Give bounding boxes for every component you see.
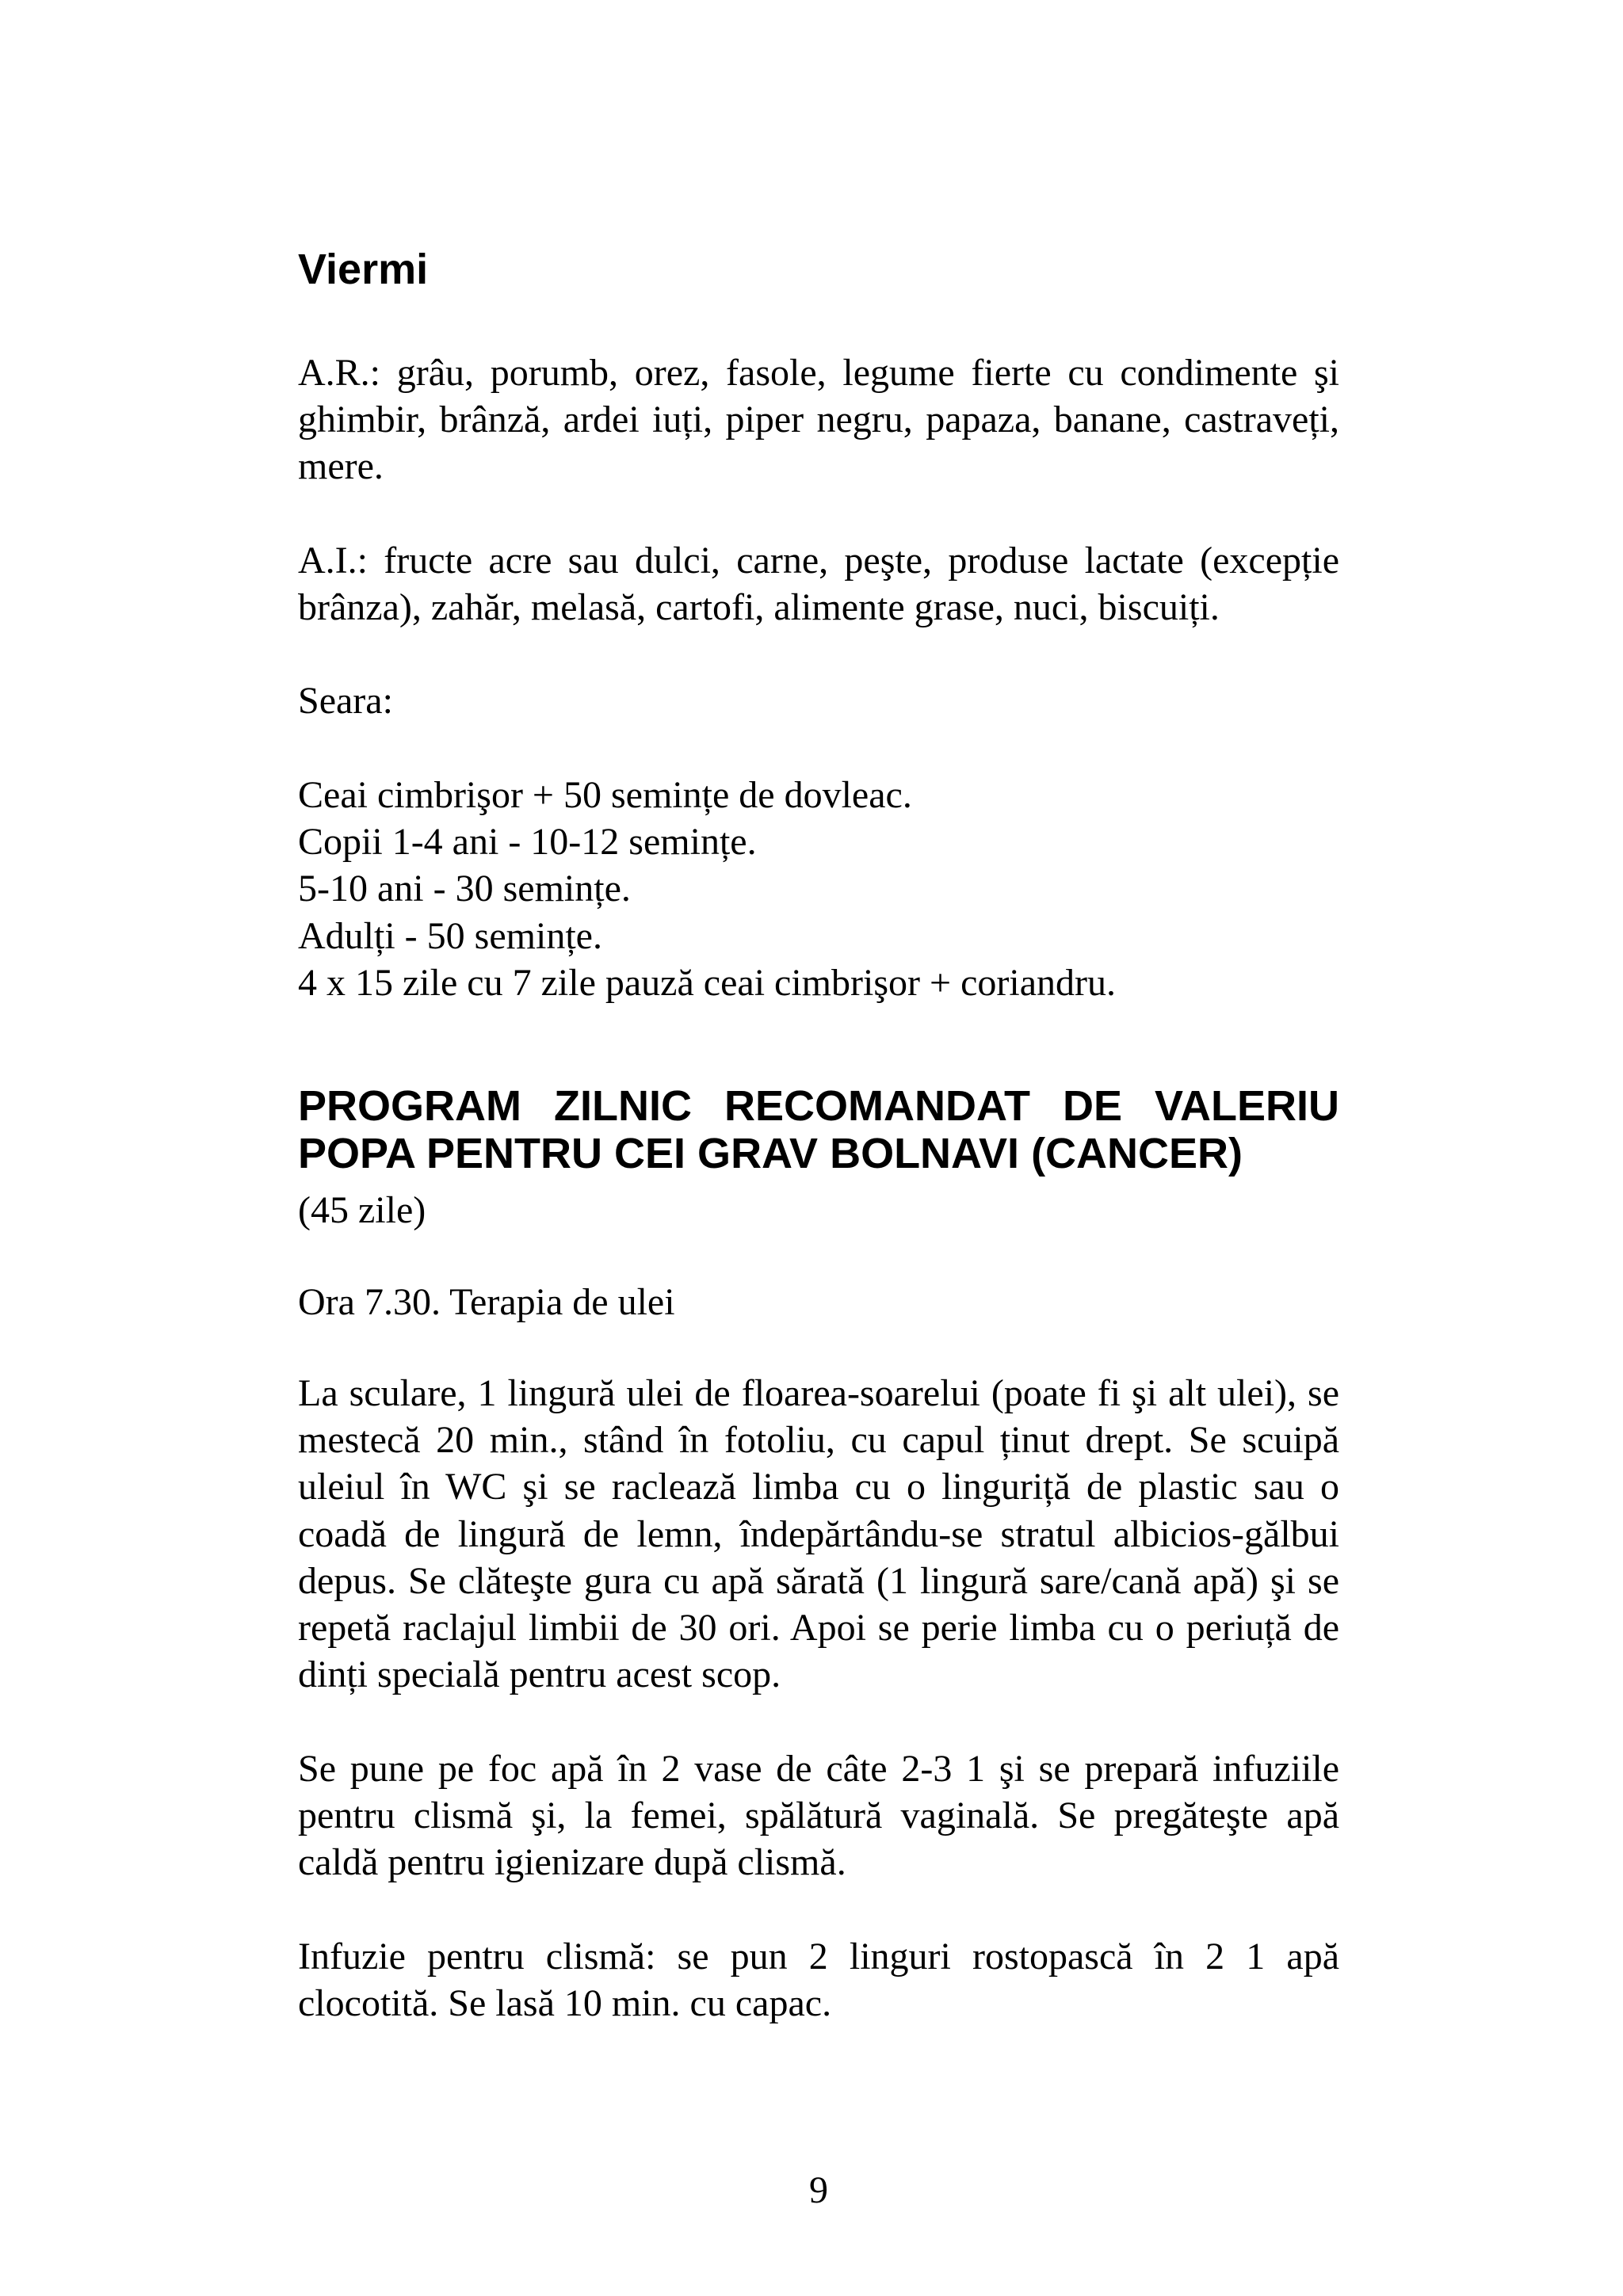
paragraph-line: coadă de lingură de lemn, îndepărtându-se stratul albicios-gălbui [298,1512,1339,1555]
paragraph-line: clocotită. Se lasă 10 min. cu capac. [298,1982,832,2025]
ar-paragraph [298,349,1339,490]
paragraph-line: ghimbir, brânză, ardei iuți, piper negru, papaza, banane, castraveți, [298,399,1339,441]
paragraph-line: mestecă 20 min., stând în fotoliu, cu capul ținut drept. Se scuipă [298,1419,1339,1462]
program-title-line: POPA PENTRU CEI GRAV BOLNAVI (CANCER) [298,1129,1243,1177]
time-heading [298,1279,1339,1325]
evening-label [298,677,1339,724]
paragraph-line: A.I.: fructe acre sau dulci, carne, peşte, produse lactate (excepție [298,540,1339,582]
paragraph-enema-preparation [298,1745,1339,1886]
page-number [298,2167,1339,2214]
paragraph-line: Infuzie pentru clismă: se pun 2 linguri rostopască în 2 1 apă [298,1936,1339,1978]
dosage-line: 5-10 ani - 30 semințe. [298,868,631,910]
paragraph-line: A.R.: grâu, porumb, orez, fasole, legume fierte cu condimente şi [298,352,1339,394]
time-heading-text: Ora 7.30. Terapia de ulei [298,1281,675,1323]
page-number-text: 9 [809,2169,828,2211]
program-title [298,1083,1339,1177]
paragraph-line: caldă pentru igienizare după clismă. [298,1841,846,1884]
program-title-line: PROGRAM ZILNIC RECOMANDAT DE VALERIU [298,1082,1339,1130]
paragraph-line: pentru clismă şi, la femei, spălătură vaginală. Se pregăteşte apă [298,1794,1339,1837]
paragraph-line: dinți specială pentru acest scop. [298,1653,781,1696]
paragraph-infusion [298,1933,1339,2027]
section-title: Viermi [298,246,429,293]
dosage-list [298,772,1339,1006]
evening-label-text: Seara: [298,680,393,722]
paragraph-line: La sculare, 1 lingură ulei de floarea-soarelui (poate fi şi alt ulei), se [298,1372,1339,1414]
paragraph-line: uleiul în WC şi se raclează limba cu o linguriță de plastic sau o [298,1466,1339,1508]
paragraph-line: repetă raclajul limbii de 30 ori. Apoi se perie limba cu o periuță de [298,1606,1339,1649]
paragraph-line: depus. Se clăteşte gura cu apă sărată (1 lingură sare/cană apă) şi se [298,1559,1339,1602]
ai-paragraph [298,537,1339,631]
section-title-viermi [298,246,1339,294]
paragraph-oil-therapy [298,1370,1339,1698]
program-duration [298,1187,1339,1234]
program-duration-text: (45 zile) [298,1189,426,1231]
dosage-line: Copii 1-4 ani - 10-12 semințe. [298,821,757,864]
dosage-line: Adulți - 50 semințe. [298,914,602,957]
dosage-line: Ceai cimbrişor + 50 semințe de dovleac. [298,774,912,816]
paragraph-line: mere. [298,445,384,488]
dosage-line: 4 x 15 zile cu 7 zile pauză ceai cimbrişor + coriandru. [298,961,1116,1004]
paragraph-line: Se pune pe foc apă în 2 vase de câte 2-3 1 şi se prepară infuziile [298,1748,1339,1790]
paragraph-line: brânza), zahăr, melasă, cartofi, alimente grase, nuci, biscuiți. [298,586,1220,629]
